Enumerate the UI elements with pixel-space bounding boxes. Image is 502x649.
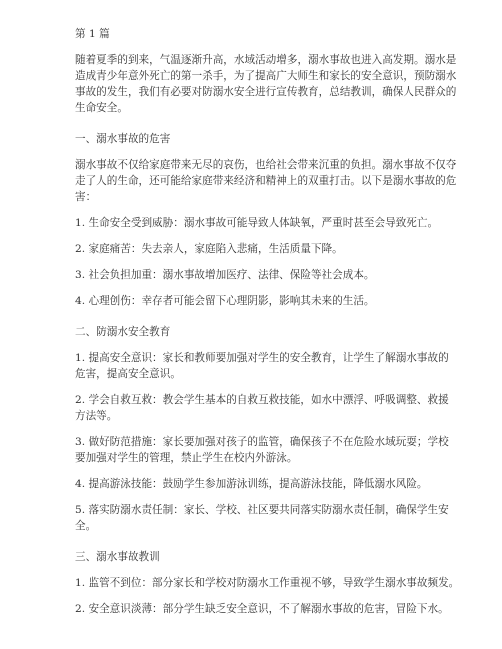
list-item: 4. 心理创伤：幸存者可能会留下心理阴影，影响其未来的生活。 (75, 295, 375, 307)
list-item: 3. 社会负担加重：溺水事故增加医疗、法律、保险等社会成本。 (75, 269, 375, 281)
text-line: 害： (75, 191, 97, 203)
section-heading-3: 三、溺水事故教训 (75, 551, 160, 563)
part-label: 第 1 篇 (75, 28, 110, 40)
list-item: 4. 提高游泳技能：鼓励学生参加游泳训练，提高游泳技能，降低溺水风险。 (75, 478, 428, 490)
text-line: 溺水事故不仅给家庭带来无尽的哀伤，也给社会带来沉重的负担。溺水事故不仅夺 (75, 159, 457, 171)
text-line: 随着夏季的到来，气温逐渐升高，水域活动增多，溺水事故也进入高发期。溺水是 (75, 54, 457, 66)
list-item (75, 392, 449, 424)
list-item (75, 434, 449, 466)
text-line: 2. 学会自救互救：教会学生基本的自救互救技能，如水中漂浮、呼吸调整、救援 (75, 394, 449, 406)
text-line: 事故的发生，我们有必要对防溺水安全进行宣传教育，总结教训，确保人民群众的 (75, 86, 457, 98)
text-line: 要加强对学生的管理，禁止学生在校内外游泳。 (75, 452, 298, 464)
section-heading-1: 一、溺水事故的危害 (75, 133, 171, 145)
list-item: 1. 生命安全受到威胁：溺水事故可能导致人体缺氧，严重时甚至会导致死亡。 (75, 217, 439, 229)
text-line: 5. 落实防溺水责任制：家长、学校、社区要共同落实防溺水责任制，确保学生安 (75, 504, 449, 516)
text-line: 全。 (75, 520, 97, 532)
text-line: 生命安全。 (75, 102, 128, 114)
text-line: 造成青少年意外死亡的第一杀手，为了提高广大师生和家长的安全意识，预防溺水 (75, 70, 457, 82)
text-line: 方法等。 (75, 410, 118, 422)
text-line: 危害，提高安全意识。 (75, 368, 181, 380)
list-item: 2. 家庭痛苦：失去亲人，家庭陷入悲痛，生活质量下降。 (75, 243, 343, 255)
section-heading-2: 二、防溺水安全教育 (75, 326, 171, 338)
list-item (75, 350, 449, 382)
list-item (75, 502, 449, 534)
list-item: 2. 安全意识淡薄：部分学生缺乏安全意识，不了解溺水事故的危害，冒险下水。 (75, 603, 449, 615)
text-line: 走了人的生命，还可能给家庭带来经济和精神上的双重打击。以下是溺水事故的危 (75, 175, 457, 187)
list-item: 1. 监管不到位：部分家长和学校对防溺水工作重视不够，导致学生溺水事故频发。 (75, 577, 460, 589)
intro-paragraph (75, 52, 457, 116)
text-line: 3. 做好防范措施：家长要加强对孩子的监管，确保孩子不在危险水域玩耍；学校 (75, 436, 449, 448)
section1-intro-paragraph (75, 157, 457, 205)
text-line: 1. 提高安全意识：家长和教师要加强对学生的安全教育，让学生了解溺水事故的 (75, 352, 449, 364)
